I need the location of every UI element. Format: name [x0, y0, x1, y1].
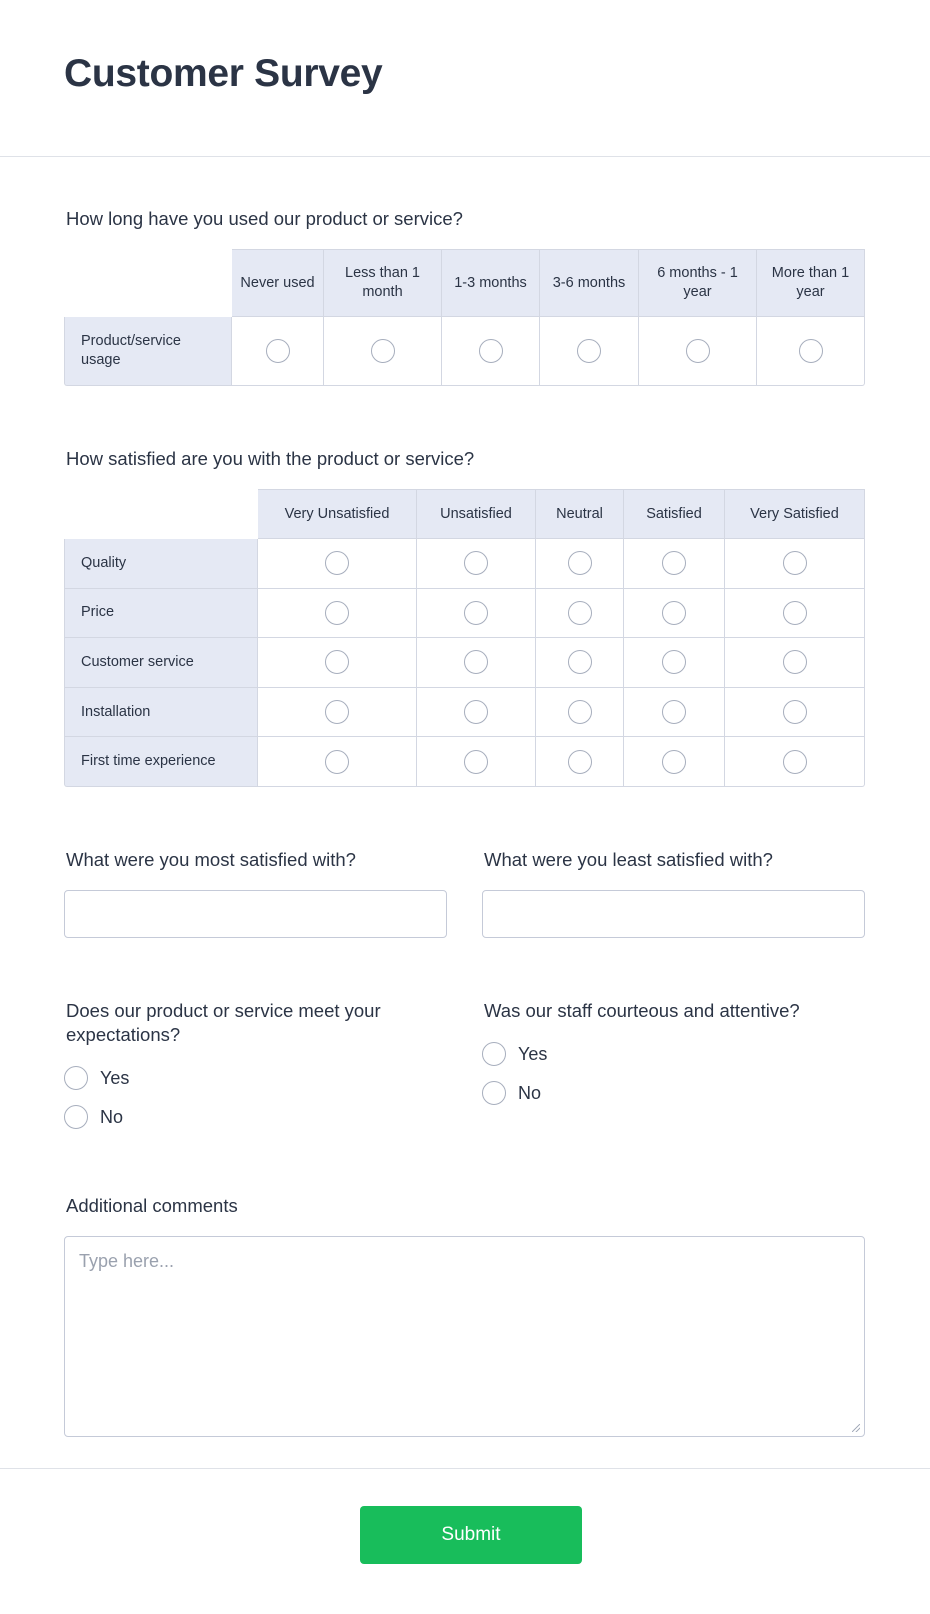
column-header: Very Unsatisfied — [258, 489, 417, 539]
radio-button[interactable] — [783, 650, 807, 674]
most-satisfied-question: What were you most satisfied with? — [66, 849, 356, 870]
radio-button[interactable] — [482, 1042, 506, 1066]
satisfaction-question: How satisfied are you with the product or service? — [66, 448, 475, 469]
radio-button[interactable] — [568, 650, 592, 674]
matrix-cell[interactable] — [725, 737, 865, 787]
radio-button[interactable] — [783, 551, 807, 575]
matrix-cell[interactable] — [417, 589, 536, 639]
option-label: Yes — [100, 1067, 130, 1088]
radio-button[interactable] — [464, 601, 488, 625]
matrix-row — [64, 589, 865, 639]
radio-button[interactable] — [325, 750, 349, 774]
radio-button[interactable] — [686, 339, 710, 363]
comments-placeholder: Type here... — [79, 1251, 175, 1271]
matrix-row — [64, 688, 865, 738]
matrix-cell[interactable] — [536, 589, 624, 639]
option-label: No — [518, 1082, 542, 1103]
row-label: Product/service usage — [64, 317, 232, 386]
radio-button[interactable] — [568, 601, 592, 625]
radio-button[interactable] — [325, 601, 349, 625]
radio-button[interactable] — [325, 551, 349, 575]
most-satisfied-input[interactable] — [64, 890, 447, 938]
matrix-cell[interactable] — [757, 317, 865, 386]
matrix-row — [64, 317, 865, 386]
matrix-cell[interactable] — [540, 317, 639, 386]
radio-button[interactable] — [662, 551, 686, 575]
radio-button[interactable] — [783, 750, 807, 774]
radio-button[interactable] — [482, 1081, 506, 1105]
blank-corner — [64, 489, 258, 539]
resize-handle-icon[interactable] — [852, 1424, 860, 1432]
matrix-cell[interactable] — [417, 737, 536, 787]
column-header: Less than 1 month — [324, 249, 442, 317]
option-label: No — [100, 1106, 124, 1127]
matrix-cell[interactable] — [232, 317, 324, 386]
footer-divider — [0, 1468, 930, 1469]
blank-corner — [64, 249, 232, 317]
matrix-cell[interactable] — [417, 688, 536, 738]
matrix-cell[interactable] — [624, 688, 725, 738]
radio-button[interactable] — [64, 1105, 88, 1129]
matrix-cell[interactable] — [725, 539, 865, 589]
matrix-cell[interactable] — [417, 638, 536, 688]
radio-button[interactable] — [479, 339, 503, 363]
radio-button[interactable] — [568, 551, 592, 575]
radio-button[interactable] — [783, 601, 807, 625]
radio-button[interactable] — [783, 700, 807, 724]
column-header: Very Satisfied — [725, 489, 865, 539]
matrix-cell[interactable] — [725, 638, 865, 688]
staff-question: Was our staff courteous and attentive? — [484, 1000, 800, 1021]
radio-button[interactable] — [464, 700, 488, 724]
row-label: First time experience — [64, 737, 258, 787]
satisfaction-matrix — [64, 489, 865, 787]
radio-button[interactable] — [266, 339, 290, 363]
staff-option-yes[interactable] — [482, 1042, 547, 1066]
matrix-cell[interactable] — [258, 539, 417, 589]
column-header: Unsatisfied — [417, 489, 536, 539]
radio-button[interactable] — [464, 551, 488, 575]
least-satisfied-input[interactable] — [482, 890, 865, 938]
row-label: Price — [64, 589, 258, 639]
option-label: Yes — [518, 1043, 548, 1064]
column-header: Satisfied — [624, 489, 725, 539]
matrix-cell[interactable] — [536, 737, 624, 787]
radio-button[interactable] — [577, 339, 601, 363]
matrix-cell[interactable] — [725, 589, 865, 639]
matrix-cell[interactable] — [624, 539, 725, 589]
comments-label: Additional comments — [66, 1195, 238, 1216]
matrix-cell[interactable] — [624, 638, 725, 688]
matrix-cell[interactable] — [624, 589, 725, 639]
radio-button[interactable] — [325, 650, 349, 674]
matrix-cell[interactable] — [639, 317, 757, 386]
matrix-cell[interactable] — [417, 539, 536, 589]
matrix-cell[interactable] — [258, 638, 417, 688]
expectations-option-yes[interactable] — [64, 1066, 129, 1090]
staff-option-no[interactable] — [482, 1081, 541, 1105]
usage-matrix — [64, 249, 865, 386]
matrix-cell[interactable] — [258, 737, 417, 787]
comments-textarea[interactable] — [64, 1236, 865, 1437]
expectations-question: Does our product or service meet your expectations? — [66, 1000, 381, 1045]
column-header: Neutral — [536, 489, 624, 539]
matrix-cell[interactable] — [536, 638, 624, 688]
header-divider — [0, 156, 930, 157]
matrix-cell[interactable] — [324, 317, 442, 386]
radio-button[interactable] — [662, 750, 686, 774]
matrix-cell[interactable] — [725, 688, 865, 738]
radio-button[interactable] — [568, 700, 592, 724]
radio-button[interactable] — [799, 339, 823, 363]
matrix-row — [64, 539, 865, 589]
column-header: More than 1 year — [757, 249, 865, 317]
expectations-option-no[interactable] — [64, 1105, 123, 1129]
row-label: Customer service — [64, 638, 258, 688]
radio-button[interactable] — [325, 700, 349, 724]
row-label: Quality — [64, 539, 258, 589]
least-satisfied-question: What were you least satisfied with? — [484, 849, 773, 870]
matrix-cell[interactable] — [442, 317, 540, 386]
column-header: 6 months - 1 year — [639, 249, 757, 317]
radio-button[interactable] — [662, 700, 686, 724]
usage-question: How long have you used our product or service? — [66, 208, 463, 229]
matrix-cell[interactable] — [624, 737, 725, 787]
radio-button[interactable] — [64, 1066, 88, 1090]
matrix-cell[interactable] — [536, 688, 624, 738]
column-header: 3-6 months — [540, 249, 639, 317]
column-header: Never used — [232, 249, 324, 317]
radio-button[interactable] — [568, 750, 592, 774]
radio-button[interactable] — [371, 339, 395, 363]
matrix-cell[interactable] — [258, 589, 417, 639]
radio-button[interactable] — [464, 750, 488, 774]
column-header: 1-3 months — [442, 249, 540, 317]
radio-button[interactable] — [662, 601, 686, 625]
matrix-row — [64, 737, 865, 787]
row-label: Installation — [64, 688, 258, 738]
matrix-row — [64, 638, 865, 688]
submit-button[interactable]: Submit — [360, 1506, 582, 1564]
radio-button[interactable] — [464, 650, 488, 674]
radio-button[interactable] — [662, 650, 686, 674]
page-title: Customer Survey — [64, 52, 383, 95]
matrix-cell[interactable] — [258, 688, 417, 738]
matrix-cell[interactable] — [536, 539, 624, 589]
